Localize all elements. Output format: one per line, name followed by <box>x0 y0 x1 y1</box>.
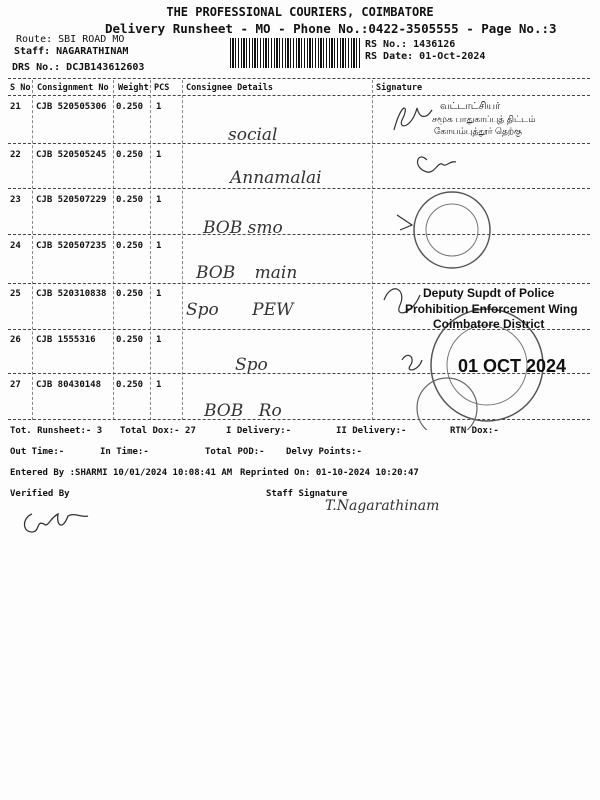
row-weight: 0.250 <box>116 102 144 112</box>
row-pcs: 1 <box>156 335 162 345</box>
route: Route: SBI ROAD MO <box>16 34 125 45</box>
tamil-stamp-line: வட்டாட்சியர் <box>440 101 501 112</box>
row-pcs: 1 <box>156 380 162 390</box>
row-consignment: CJB 520507235 <box>36 241 107 251</box>
i-delivery: I Delivery:- <box>226 426 292 436</box>
runsheet-title: Delivery Runsheet - MO - Phone No.:0422-3505555 - Page No.:3 <box>105 21 557 36</box>
row-sno: 24 <box>10 241 21 251</box>
row-consignment: CJB 520310838 <box>36 289 107 299</box>
consignee-handwriting: Spo <box>235 355 268 375</box>
tamil-stamp-line: கோயம்புத்தூர் தெற்கு <box>434 126 522 136</box>
col-divider <box>32 80 33 420</box>
delvy-points: Delvy Points:- <box>286 447 362 457</box>
ii-delivery: II Delivery:- <box>336 426 407 436</box>
row-consignment: CJB 520505245 <box>36 150 107 160</box>
verified-by-label: Verified By <box>10 489 70 499</box>
row-consignment: CJB 520507229 <box>36 195 107 205</box>
barcode <box>230 38 362 68</box>
col-weight: Weight <box>118 83 149 93</box>
col-pcs: PCS <box>154 83 170 93</box>
row-weight: 0.250 <box>116 335 144 345</box>
tamil-stamp-line: சமூக பாதுகாப்புத் திட்டம் <box>432 114 536 124</box>
out-time: Out Time:- <box>10 447 65 457</box>
signature-scribble <box>418 157 456 172</box>
col-divider <box>113 80 114 420</box>
total-pod: Total POD:- <box>205 447 265 457</box>
row-sno: 22 <box>10 150 21 160</box>
signature-scribble <box>394 108 432 130</box>
row-consignment: CJB 80430148 <box>36 380 102 390</box>
police-stamp-line: Deputy Supdt of Police <box>423 286 555 300</box>
consignee-handwriting: BOB Ro <box>204 401 282 421</box>
row-weight: 0.250 <box>116 241 144 251</box>
row-weight: 0.250 <box>116 195 144 205</box>
reprinted-on: Reprinted On: 01-10-2024 10:20:47 <box>240 468 419 478</box>
police-stamp-line: Coimbatore District <box>433 317 545 331</box>
row-sno: 21 <box>10 102 21 112</box>
row-sno: 23 <box>10 195 21 205</box>
col-consignment: Consignment No <box>37 83 109 93</box>
row-sno: 27 <box>10 380 21 390</box>
staff-handwritten-signature: T.Nagarathinam <box>325 498 440 514</box>
row-sno: 25 <box>10 289 21 299</box>
bank-round-stamp <box>414 192 490 268</box>
consignee-handwriting: social <box>228 125 278 145</box>
drs-number: DRS No.: DCJB143612603 <box>12 62 145 73</box>
signature-stamps <box>372 90 600 430</box>
consignee-handwriting: BOB main <box>196 263 298 283</box>
consignee-handwriting: Annamalai <box>230 168 322 188</box>
row-consignment: CJB 1555316 <box>36 335 96 345</box>
entered-by: Entered By :SHARMI 10/01/2024 10:08:41 AM <box>10 468 233 478</box>
rtn-dox: RTN Dox:- <box>450 426 499 436</box>
consignee-handwriting: Spo PEW <box>186 300 294 320</box>
col-divider <box>150 80 151 420</box>
col-consignee: Consignee Details <box>186 83 273 93</box>
row-pcs: 1 <box>156 241 162 251</box>
col-signature: Signature <box>376 83 423 93</box>
staff-signature-label: Staff Signature <box>266 489 348 499</box>
police-stamp-line: Prohibition Enforcement Wing <box>405 302 578 316</box>
col-sno: S No <box>10 83 31 93</box>
row-weight: 0.250 <box>116 380 144 390</box>
row-pcs: 1 <box>156 102 162 112</box>
in-time: In Time:- <box>100 447 149 457</box>
row-pcs: 1 <box>156 195 162 205</box>
rs-date: RS Date: 01-Oct-2024 <box>365 51 486 62</box>
row-sno: 26 <box>10 335 21 345</box>
rs-number: RS No.: 1436126 <box>365 39 456 50</box>
company-title: THE PROFESSIONAL COURIERS, COIMBATORE <box>166 5 434 19</box>
row-weight: 0.250 <box>116 150 144 160</box>
date-stamp: 01 OCT 2024 <box>458 356 567 376</box>
row-pcs: 1 <box>156 150 162 160</box>
row-weight: 0.250 <box>116 289 144 299</box>
row-consignment: CJB 520505306 <box>36 102 107 112</box>
total-dox: Total Dox:- 27 <box>120 426 196 436</box>
consignee-handwriting: BOB smo <box>203 218 283 238</box>
tot-runsheet: Tot. Runsheet:- 3 <box>10 426 103 436</box>
table-top-rule <box>8 78 590 79</box>
staff: Staff: NAGARATHINAM <box>14 46 129 57</box>
verified-signature <box>18 504 98 540</box>
row-pcs: 1 <box>156 289 162 299</box>
col-divider <box>182 80 183 420</box>
